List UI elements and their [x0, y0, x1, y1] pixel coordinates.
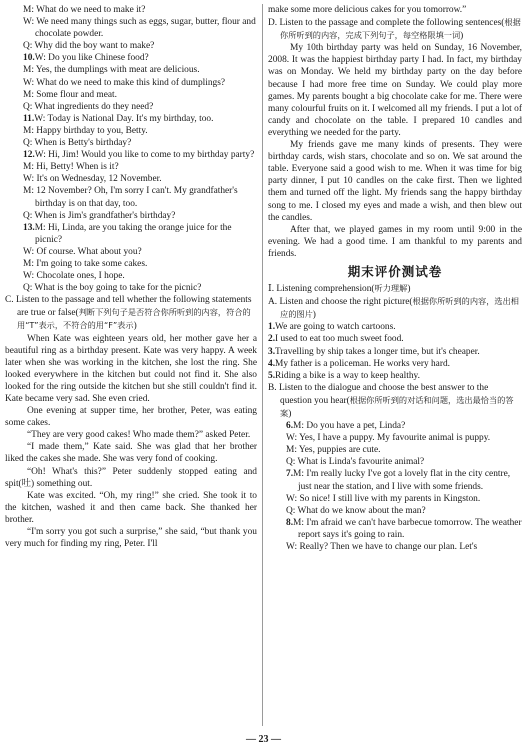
dialogue-line: [5, 210, 257, 222]
line-text: M: What do we need to make it?: [23, 5, 146, 15]
passage-continuation: make some more delicious cakes for you tomorrow.”: [268, 5, 467, 15]
item-number: 6.: [286, 421, 294, 432]
item-number: 8.: [286, 517, 294, 528]
line-text: Riding a bike is a way to keep healthy.: [275, 370, 420, 381]
passage-paragraph: After that, we played games in my room until 9:00 in the evening. We had a good time. I am thankful to my parents and friends.: [268, 224, 522, 259]
passage-paragraph: My friends gave me many kinds of presents. They were birthday cards, wish stars, chocolate and so on. We sat around the table. Everyone said a good wish to me. When it was time for big party dinner, I put 10 candles on the cake first. Then we lighted them and turned off the light. My friends sang the happy birthday song to me. I closed my eyes and made a wish, and then blew out the candles.: [268, 140, 522, 223]
dialogue-line: [5, 52, 257, 64]
line-text: W: Yes, I have a puppy. My favourite animal is puppy.: [286, 433, 491, 444]
part1-heading: Ⅰ. Listening comprehension(听力理解): [268, 283, 411, 295]
line-text: Q: What is Linda's favourite animal?: [286, 457, 425, 468]
line-text: W: Do you like Chinese food?: [34, 53, 149, 64]
right-column: [268, 4, 522, 553]
dialogue-line: [5, 4, 257, 16]
line-text: W: Of course. What about you?: [23, 246, 142, 257]
passage-paragraph: “Oh! What's this?” Peter suddenly stopped eating and spit(吐) something out.: [5, 466, 257, 489]
dialogue-line: [5, 161, 257, 173]
item-number: 5.: [268, 370, 276, 381]
line-text: W: What do we need to make this kind of dumplings?: [23, 77, 226, 88]
dialogue-line: [5, 89, 257, 101]
line-text: M: Happy birthday to you, Betty.: [23, 125, 148, 136]
line-text: Q: When is Jim's grandfather's birthday?: [23, 210, 176, 221]
dialogue-line: [5, 16, 257, 40]
line-text: Travelling by ship takes a longer time, but it's cheaper.: [275, 346, 480, 357]
dialogue-line: [5, 246, 257, 258]
dialogue-line: [5, 258, 257, 270]
passage-kate: [5, 333, 257, 551]
passage-paragraph: “They are very good cakes! Who made them?” asked Peter.: [27, 430, 251, 441]
dialogue-line: [268, 420, 522, 432]
section-b-heading: B. Listen to the dialogue and choose the best answer to the question you hear(根据你所听到的对话和问题，选出最恰当的答案): [268, 382, 514, 419]
line-text: Q: What is the boy going to take for the picnic?: [23, 283, 202, 294]
question-item: [268, 358, 522, 370]
item-number: 10.: [23, 53, 35, 64]
passage-paragraph: “I'm sorry you got such a surprise,” she said, “but thank you very much for finding my ring, Peter. I'll: [5, 527, 257, 550]
dialogue-line: [5, 282, 257, 294]
line-text: Q: When is Betty's birthday?: [23, 138, 132, 149]
line-text: Q: What do we know about the man?: [286, 505, 426, 516]
line-text: M: Do you have a pet, Linda?: [293, 421, 406, 432]
item-number: 12.: [23, 150, 35, 161]
line-text: M: 12 November? Oh, I'm sorry I can't. My grandfather's birthday is on that day, too.: [23, 186, 238, 209]
question-item: [268, 321, 522, 333]
line-text: My father is a policeman. He works very hard.: [275, 358, 450, 369]
line-text: W: Chocolate ones, I hope.: [23, 271, 125, 282]
line-text: M: I'm going to take some cakes.: [23, 258, 148, 269]
exam-title: 期末评价测试卷: [347, 263, 443, 279]
passage-paragraph: When Kate was eighteen years old, her mother gave her a beautiful ring as a birthday present. Kate was very happy. A week later when she was working in the kitchen, she lost the ring. She looked everywhere in the kitchen but could not find it. She also looked for the ring outside the kitchen but she still couldn't find it. Kate became very sad. She even cried.: [5, 333, 257, 404]
column-divider: [262, 4, 263, 726]
dialogue-line: [268, 505, 522, 517]
section-c-heading: C. Listen to the passage and tell whether the following statements are true or false(判断下列句子是否符合你所听到的内容，符合的用“T”表示，不符合的用“F”表示): [5, 295, 252, 332]
line-text: M: Yes, puppies are cute.: [286, 445, 381, 456]
dialogue-line: [5, 125, 257, 137]
page-number: — 23 —: [246, 734, 281, 745]
dialogue-line: [5, 101, 257, 113]
line-text: W: Hi, Jim! Would you like to come to my birthday party?: [34, 150, 255, 161]
dialogue-line: [268, 456, 522, 468]
dialogue-line: [5, 222, 257, 246]
item-number: 11.: [23, 113, 35, 124]
dialogue-line: [5, 173, 257, 185]
line-text: M: Hi, Linda, are you taking the orange juice for the picnic?: [34, 222, 232, 245]
dialogue-line: [5, 149, 257, 161]
line-text: Q: Why did the boy want to make?: [23, 41, 155, 52]
line-text: M: I'm afraid we can't have barbecue tomorrow. The weather report says it's going to rain.: [293, 517, 522, 540]
passage-paragraph: “I made them,” Kate said. She was glad that her brother liked the cakes she made. She was very fond of cooking.: [5, 442, 257, 465]
line-text: M: Yes, the dumplings with meat are delicious.: [23, 65, 200, 76]
line-text: M: Hi, Betty! When is it?: [23, 162, 119, 173]
dialogue-line: [5, 137, 257, 149]
section-d-heading: D. Listen to the passage and complete the following sentences(根据你所听到的内容，完成下列句子，每空格限填一词): [268, 17, 521, 42]
line-text: W: So nice! I still live with my parents in Kingston.: [286, 493, 481, 504]
dialogue-list-left: [5, 4, 257, 294]
dialogue-line: [268, 444, 522, 456]
dialogue-line: [5, 113, 257, 125]
dialogue-line: [5, 40, 257, 52]
item-number: 3.: [268, 346, 276, 357]
dialogue-line: [268, 493, 522, 505]
line-text: W: Today is National Day. It's my birthday, too.: [34, 113, 214, 124]
passage-paragraph: My 10th birthday party was held on Sunday, 16 November, 2008. It was the happiest birthday party I had. In fact, my birthday was on Monday. We held my birthday party on the day before because I had more free time on Sunday. We could play more games. My parents bought a big chocolate cake for me. There were many colourful fruits on it. I welcomed all my friends. I put a lot of candy and chocolate on the table. I prepared 10 candles and everything we needed for the party.: [268, 43, 522, 138]
line-text: M: I'm really lucky I've got a lovely flat in the city centre, just near the station, and I live with some friends.: [293, 469, 511, 492]
item-number: 1.: [268, 322, 276, 333]
line-text: W: We need many things such as eggs, sugar, butter, flour and chocolate powder.: [23, 17, 256, 40]
item-number: 4.: [268, 358, 276, 369]
left-column: [5, 4, 257, 550]
item-number: 2.: [268, 334, 276, 345]
section-a-heading: A. Listen and choose the right picture(根据你所听到的内容，选出相应的图片): [268, 296, 519, 321]
question-item: [268, 333, 522, 345]
line-text: M: Some flour and meat.: [23, 89, 117, 100]
dialogue-line: [268, 432, 522, 444]
passage-paragraph: One evening at supper time, her brother, Peter, was eating some cakes.: [5, 406, 257, 429]
dialogue-line: [268, 468, 522, 492]
dialogue-line: [268, 541, 522, 553]
dialogue-line: [5, 185, 257, 209]
dialogue-line: [5, 64, 257, 76]
passage-birthday-party: [268, 42, 522, 260]
section-a-items: [268, 321, 522, 381]
item-number: 13.: [23, 222, 35, 233]
question-item: [268, 370, 522, 382]
line-text: I used to eat too much sweet food.: [275, 334, 404, 345]
section-b-items: [268, 420, 522, 553]
item-number: 7.: [286, 469, 294, 480]
question-item: [268, 346, 522, 358]
line-text: Q: What ingredients do they need?: [23, 101, 154, 112]
dialogue-line: [5, 270, 257, 282]
line-text: W: It's on Wednesday, 12 November.: [23, 174, 162, 185]
passage-paragraph: Kate was excited. “Oh, my ring!” she cried. She took it to the kitchen, washed it and then came back. She thanked her brother.: [5, 490, 257, 525]
line-text: We are going to watch cartoons.: [275, 322, 396, 333]
dialogue-line: [5, 77, 257, 89]
dialogue-line: [268, 517, 522, 541]
line-text: W: Really? Then we have to change our plan. Let's: [286, 542, 478, 553]
